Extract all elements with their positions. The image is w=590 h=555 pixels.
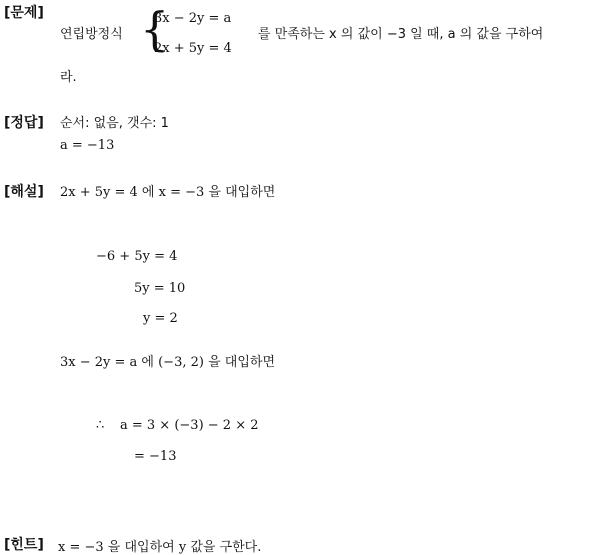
solution-step-3: y = 2	[143, 311, 178, 326]
hint-tag: [힌트]	[4, 537, 44, 553]
solution-step-2: 5y = 10	[134, 281, 186, 296]
hint-text: x = −3 을 대입하여 y 값을 구한다.	[58, 540, 262, 555]
problem-prefix: 연립방정식	[60, 27, 123, 42]
therefore-symbol: ∴	[96, 418, 105, 433]
solution-calc-1: a = 3 × (−3) − 2 × 2	[120, 418, 259, 433]
problem-continuation: 라.	[60, 70, 77, 85]
solution-intro-2: 3x − 2y = a 에 (−3, 2) 을 대입하면	[60, 355, 276, 370]
system-brace: {	[140, 2, 170, 56]
problem-suffix: 를 만족하는 x 의 값이 −3 일 때, a 의 값을 구하여	[258, 27, 544, 42]
solution-step-1: −6 + 5y = 4	[96, 249, 178, 264]
equation-1: 3x − 2y = a	[154, 11, 232, 26]
solution-intro: 2x + 5y = 4 에 x = −3 을 대입하면	[60, 185, 276, 200]
answer-value: a = −13	[60, 138, 115, 153]
problem-tag: [문제]	[4, 5, 44, 21]
answer-meta: 순서: 없음, 갯수: 1	[60, 116, 169, 131]
solution-calc-2: = −13	[134, 449, 177, 464]
answer-tag: [정답]	[4, 115, 44, 131]
equation-2: 2x + 5y = 4	[154, 41, 232, 56]
solution-tag: [해설]	[4, 184, 44, 200]
